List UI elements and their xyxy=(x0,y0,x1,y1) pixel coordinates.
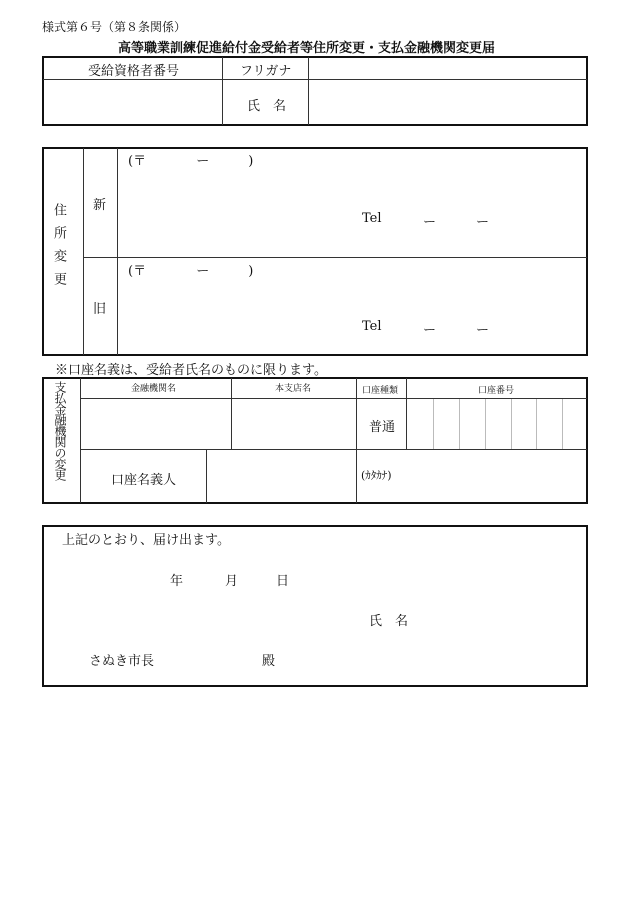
account-number-label: 口座番号 xyxy=(478,386,515,396)
year-label: 年 xyxy=(170,574,184,589)
account-holder-field[interactable] xyxy=(208,451,355,502)
new-address-label: 新 xyxy=(93,198,107,213)
address-change-label: 住所変更 xyxy=(51,203,66,295)
form-title: 高等職業訓練促進給付金受給者等住所変更・支払金融機関変更届 xyxy=(118,41,496,56)
old-postal-code[interactable]: (〒 ー ) xyxy=(128,264,254,279)
recipient-number-field[interactable] xyxy=(44,81,221,124)
account-number-field[interactable] xyxy=(408,400,586,448)
signer-name-label: 氏 名 xyxy=(369,614,409,629)
old-address-label: 旧 xyxy=(93,302,107,317)
institution-name-label: 金融機関名 xyxy=(131,384,177,394)
branch-name-field[interactable] xyxy=(233,400,355,448)
katakana-label: (ｶﾀｶﾅ) xyxy=(361,469,392,482)
addressee: さぬき市長 xyxy=(89,654,155,669)
furigana-label: フリガナ xyxy=(240,64,292,79)
account-holder-note: ※口座名義は、受給者氏名のものに限ります。 xyxy=(55,363,327,378)
form-number: 様式第６号（第８条関係） xyxy=(42,20,187,34)
old-tel-label: Tel xyxy=(362,319,382,334)
address-change-table xyxy=(42,147,588,356)
new-postal-code[interactable]: (〒 ー ) xyxy=(128,154,254,169)
tel-dash: ー xyxy=(423,323,437,338)
account-holder-label: 口座名義人 xyxy=(111,473,177,488)
recipient-number-label: 受給資格者番号 xyxy=(88,64,180,79)
bank-change-label: 支払金融機関の変更 xyxy=(53,381,67,480)
name-field[interactable] xyxy=(310,81,586,124)
tel-dash: ー xyxy=(476,323,490,338)
honorific: 殿 xyxy=(262,654,276,669)
declaration-statement: 上記のとおり、届け出ます。 xyxy=(62,533,230,548)
account-type-label: 口座種類 xyxy=(362,386,399,396)
day-label: 日 xyxy=(276,574,290,589)
new-tel-label: Tel xyxy=(362,211,382,226)
institution-name-field[interactable] xyxy=(82,400,230,448)
month-label: 月 xyxy=(225,574,239,589)
account-type-value: 普通 xyxy=(369,420,396,435)
branch-name-label: 本支店名 xyxy=(275,384,312,394)
furigana-field[interactable] xyxy=(310,58,586,78)
tel-dash: ー xyxy=(423,215,437,230)
tel-dash: ー xyxy=(476,215,490,230)
name-label: 氏 名 xyxy=(247,99,287,114)
